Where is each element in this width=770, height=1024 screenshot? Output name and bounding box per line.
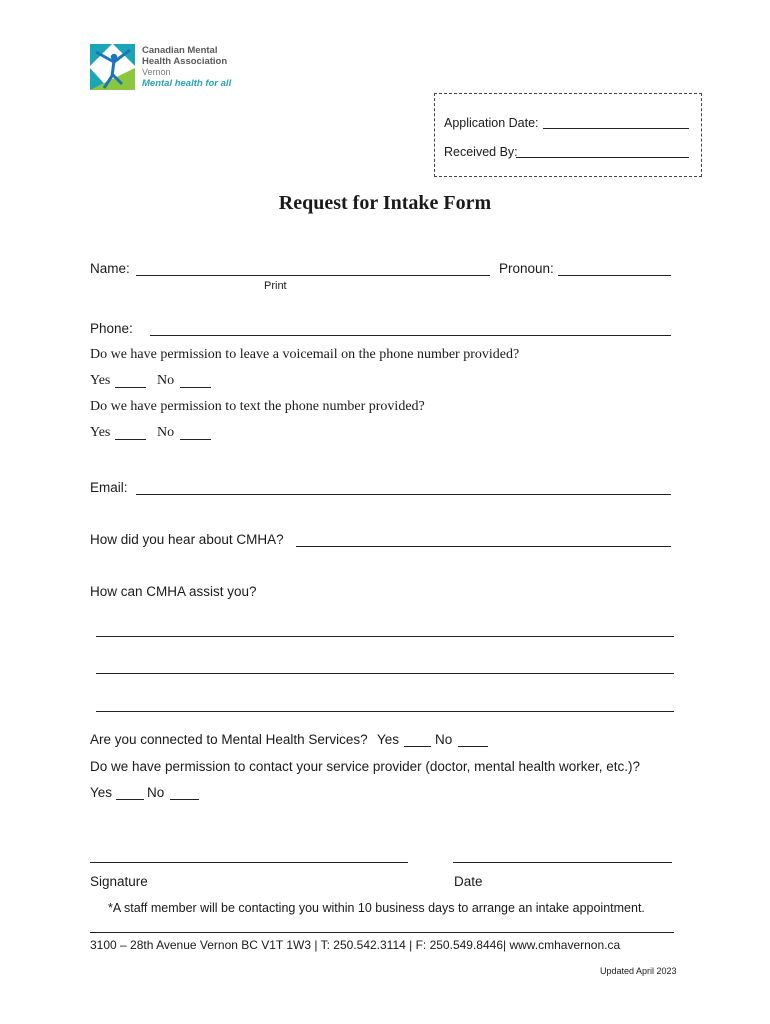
name-label: Name: [90,261,130,276]
email-label: Email: [90,480,128,495]
received-by-field[interactable] [516,157,689,158]
updated-date: Updated April 2023 [600,966,677,976]
application-date-label: Application Date: [444,116,539,130]
text-no-field[interactable] [180,439,211,440]
staff-contact-note: *A staff member will be contacting you within 10 business days to arrange an intake appointment. [108,901,645,915]
page-title: Request for Intake Form [278,192,492,214]
office-use-box [434,93,702,177]
connected-question: Are you connected to Mental Health Services? [90,732,368,747]
voicemail-question: Do we have permission to leave a voicemail on the phone number provided? [90,347,520,362]
date-field[interactable] [453,862,672,863]
voicemail-no-field[interactable] [180,387,211,388]
signature-label: Signature [90,874,148,889]
email-field[interactable] [136,494,671,495]
pronoun-label: Pronoun: [499,261,554,276]
contact-yes-label: Yes [90,785,113,800]
received-by-label: Received By: [444,145,518,159]
voicemail-yes-label: Yes [90,373,111,388]
name-field[interactable] [136,275,490,276]
logo-tagline: Mental health for all [142,78,232,89]
pronoun-field[interactable] [558,275,671,276]
connected-yes-field[interactable] [404,746,431,747]
print-note: Print [264,280,287,292]
logo-line-3: Vernon [142,67,171,77]
logo-line-2: Health Association [142,56,228,67]
connected-no-label: No [435,732,453,747]
connected-no-field[interactable] [458,746,488,747]
text-yes-label: Yes [90,425,111,440]
text-no-label: No [157,425,175,440]
hear-about-label: How did you hear about CMHA? [90,532,284,547]
voicemail-yes-field[interactable] [115,387,146,388]
application-date-field[interactable] [543,128,689,129]
contact-no-label: No [147,785,165,800]
date-label: Date [454,874,483,889]
phone-label: Phone: [90,321,133,336]
phone-field[interactable] [150,335,671,336]
assist-label: How can CMHA assist you? [90,584,257,599]
contact-provider-question: Do we have permission to contact your service provider (doctor, mental health worker, etc.)? [90,759,640,774]
assist-line-1[interactable] [96,636,674,637]
text-question: Do we have permission to text the phone number provided? [90,399,425,414]
connected-yes-label: Yes [377,732,400,747]
assist-line-2[interactable] [96,673,674,674]
footer-address: 3100 – 28th Avenue Vernon BC V1T 1W3 | T: 250.542.3114 | F: 250.549.8446| www.cmhavernon.ca [90,938,621,952]
logo-line-1: Canadian Mental [142,45,218,56]
contact-no-field[interactable] [170,799,199,800]
assist-line-3[interactable] [96,711,674,712]
signature-field[interactable] [90,862,408,863]
footer-divider [90,932,674,933]
contact-yes-field[interactable] [116,799,144,800]
voicemail-no-label: No [157,373,175,388]
hear-about-field[interactable] [296,546,671,547]
cmha-logo [90,44,235,92]
cmha-logo-mark-icon [90,44,135,90]
text-yes-field[interactable] [115,439,146,440]
